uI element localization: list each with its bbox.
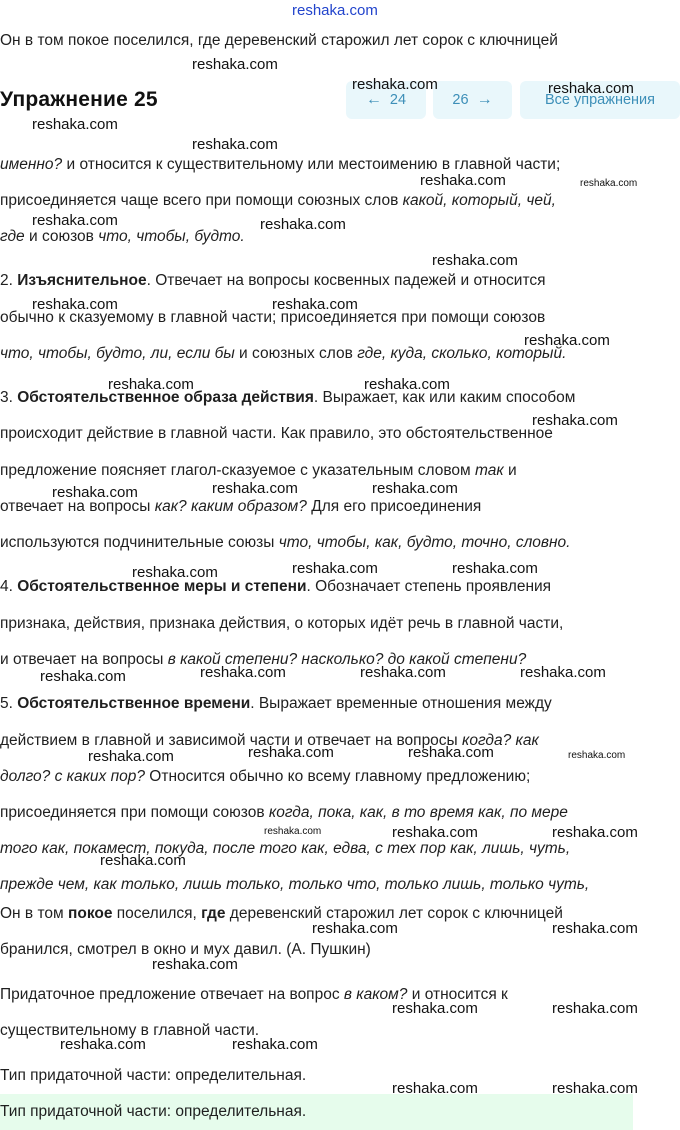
theory-line: 5. Обстоятельственное времени. Выражает временные отношения между [0, 695, 552, 712]
theory-line: долго? с каких пор? Относится обычно ко всему главному предложению; [0, 768, 531, 785]
theory-line: используются подчинительные союзы что, чтобы, как, будто, точно, словно. [0, 534, 571, 551]
watermark: reshaka.com [40, 668, 126, 685]
watermark: reshaka.com [200, 664, 286, 681]
watermark: reshaka.com [192, 136, 278, 153]
watermark: reshaka.com [60, 1036, 146, 1053]
watermark: reshaka.com [432, 252, 518, 269]
watermark: reshaka.com [392, 1080, 478, 1097]
watermark: reshaka.com [264, 826, 322, 837]
watermark: reshaka.com [552, 1000, 638, 1017]
theory-line: и отвечает на вопросы в какой степени? насколько? до какой степени? [0, 651, 527, 668]
watermark: reshaka.com [88, 748, 174, 765]
watermark: reshaka.com [524, 332, 610, 349]
watermark: reshaka.com [260, 216, 346, 233]
watermark: reshaka.com [552, 1080, 638, 1097]
theory-line: где и союзов что, чтобы, будто. [0, 228, 245, 245]
watermark: reshaka.com [360, 664, 446, 681]
watermark: reshaka.com [32, 212, 118, 229]
watermark: reshaka.com [108, 376, 194, 393]
watermark: reshaka.com [352, 76, 438, 93]
watermark: reshaka.com [132, 564, 218, 581]
watermark: reshaka.com [392, 824, 478, 841]
example-sentence: Он в том покое поселился, где деревенский старожил лет сорок с ключницей [0, 905, 563, 922]
theory-line: происходит действие в главной части. Как правило, это обстоятельственное [0, 425, 553, 442]
watermark-top: reshaka.com [292, 2, 378, 19]
theory-line: действием в главной и зависимой части и отвечает на вопросы когда? как [0, 732, 539, 749]
watermark: reshaka.com [552, 824, 638, 841]
watermark: reshaka.com [392, 1000, 478, 1017]
solution-text: Придаточное предложение отвечает на вопрос в каком? и относится к [0, 986, 508, 1003]
theory-line: 3. Обстоятельственное образа действия. Выражает, как или каким способом [0, 389, 576, 406]
watermark: reshaka.com [100, 852, 186, 869]
theory-line: 2. Изъяснительное. Отвечает на вопросы косвенных падежей и относится [0, 272, 546, 289]
watermark: reshaka.com [232, 1036, 318, 1053]
truncated-text-line: Он в том покое поселился, где деревенский старожил лет сорок с ключницей [0, 32, 558, 49]
watermark: reshaka.com [420, 172, 506, 189]
theory-line: присоединяется при помощи союзов когда, пока, как, в то время как, по мере [0, 804, 568, 821]
watermark: reshaka.com [212, 480, 298, 497]
watermark: reshaka.com [192, 56, 278, 73]
watermark: reshaka.com [32, 116, 118, 133]
theory-line: прежде чем, как только, лишь только, только что, только лишь, только чуть, [0, 876, 590, 893]
watermark: reshaka.com [248, 744, 334, 761]
solution-text: существительному в главной части. [0, 1022, 260, 1039]
theory-line: признака, действия, признака действия, о которых идёт речь в главной части, [0, 615, 564, 632]
watermark: reshaka.com [32, 296, 118, 313]
theory-line: обычно к сказуемому в главной части; присоединяется при помощи союзов [0, 309, 546, 326]
theory-line: присоединяется чаще всего при помощи союзных слов какой, который, чей, [0, 192, 556, 209]
answer-text: Тип придаточной части: определительная. [0, 1103, 307, 1120]
watermark: reshaka.com [408, 744, 494, 761]
watermark: reshaka.com [52, 484, 138, 501]
watermark: reshaka.com [532, 412, 618, 429]
theory-line: предложение поясняет глагол-сказуемое с указательным словом так и [0, 462, 517, 479]
theory-line: именно? и относится к существительному или местоимению в главной части; [0, 156, 561, 173]
next-exercise-button[interactable] [433, 81, 512, 119]
watermark: reshaka.com [568, 750, 626, 761]
solution-type: Тип придаточной части: определительная. [0, 1067, 307, 1084]
watermark: reshaka.com [552, 920, 638, 937]
watermark: reshaka.com [152, 956, 238, 973]
prev-exercise-label: 24 [389, 92, 407, 108]
watermark: reshaka.com [520, 664, 606, 681]
watermark: reshaka.com [372, 480, 458, 497]
arrow-right-icon: → [476, 91, 493, 108]
page-title: Упражнение 25 [0, 88, 158, 111]
arrow-left-icon: ← [365, 91, 382, 108]
theory-line: того как, покамест, покуда, после того как, едва, с тех пор как, лишь, чуть, [0, 840, 571, 857]
watermark: reshaka.com [580, 178, 638, 189]
watermark: reshaka.com [364, 376, 450, 393]
theory-line: отвечает на вопросы как? каким образом? Для его присоединения [0, 498, 482, 515]
watermark: reshaka.com [548, 80, 634, 97]
theory-line: 4. Обстоятельственное меры и степени. Обозначает степень проявления [0, 578, 552, 595]
theory-line: что, чтобы, будто, ли, если бы и союзных слов где, куда, сколько, который. [0, 345, 567, 362]
watermark: reshaka.com [312, 920, 398, 937]
example-sentence: бранился, смотрел в окно и мух давил. (А. Пушкин) [0, 941, 371, 958]
all-exercises-label: Все упражнения [545, 92, 655, 108]
next-exercise-label: 26 [452, 92, 469, 108]
watermark: reshaka.com [272, 296, 358, 313]
watermark: reshaka.com [292, 560, 378, 577]
watermark: reshaka.com [452, 560, 538, 577]
